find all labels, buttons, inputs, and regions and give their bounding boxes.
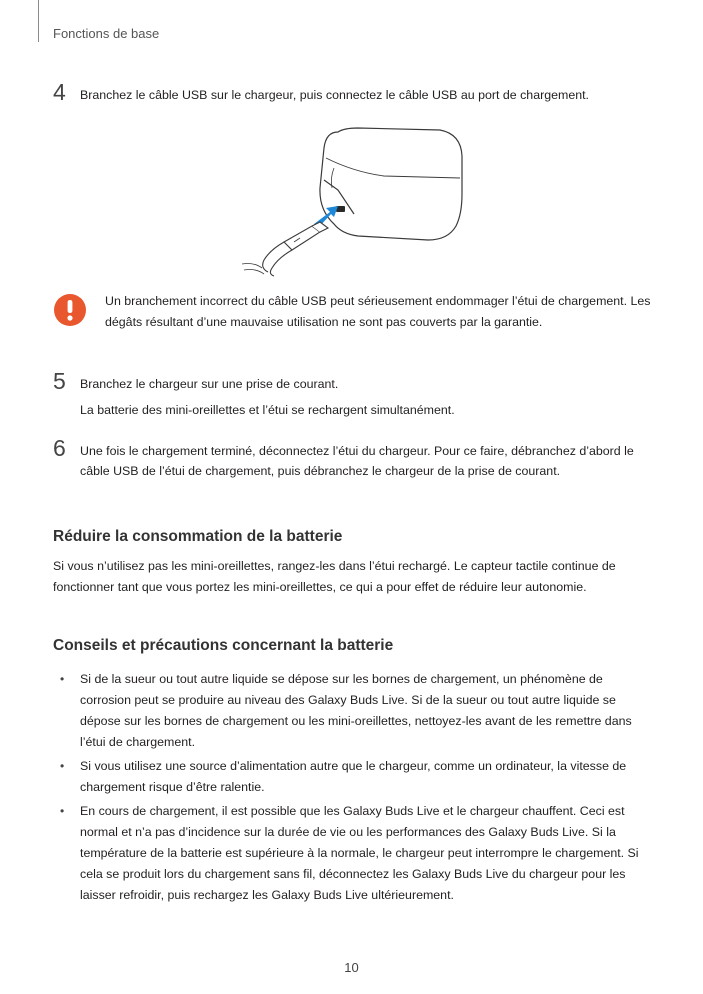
step-line: Branchez le chargeur sur une prise de courant. (80, 377, 339, 391)
step-number: 4 (53, 79, 66, 105)
step-4 (53, 79, 653, 105)
warning-icon (53, 293, 87, 327)
step-6 (53, 435, 653, 481)
warning-note (53, 291, 653, 333)
step-5 (53, 368, 653, 420)
usb-cable (242, 222, 328, 276)
section-body: Si vous n’utilisez pas les mini-oreillettes, rangez-les dans l’étui rechargé. Le capteur tactile continue de fonctionner tant que vous portez les mini-oreillettes, ce qui a pour effet de réduire leur autonomie. (53, 559, 616, 594)
bullet-text: Si vous utilisez une source d’alimentation autre que le chargeur, comme un ordinateur, la vitesse de chargement risque d’être ralentie. (80, 759, 627, 794)
charging-case-illustration (234, 118, 470, 278)
margin-rule (38, 0, 39, 42)
section-title: Réduire la consommation de la batterie (53, 528, 343, 545)
warning-text: Un branchement incorrect du câble USB peut sérieusement endommager l’étui de chargement. Les dégâts résultant d’une mauvaise utilisation ne sont pas couverts par la garantie. (105, 294, 651, 329)
step-number: 5 (53, 368, 66, 394)
bullet-icon: • (60, 759, 65, 773)
list-item (53, 669, 653, 753)
step-line: Une fois le chargement terminé, déconnectez l’étui du chargeur. Pour ce faire, débranchez d’abord le câble USB de l’étui de chargement, puis débranchez le chargeur de la prise de courant. (80, 444, 634, 478)
step-text (80, 374, 653, 420)
step-text (80, 85, 653, 105)
step-text (80, 441, 653, 481)
list-item (53, 801, 653, 906)
section-title: Conseils et précautions concernant la batterie (53, 637, 394, 654)
charging-case (320, 128, 462, 240)
step-line: La batterie des mini-oreillettes et l’étui se rechargent simultanément. (80, 403, 455, 417)
step-line: Branchez le câble USB sur le chargeur, puis connectez le câble USB au port de chargement. (80, 88, 589, 102)
bullet-text: En cours de chargement, il est possible que les Galaxy Buds Live et le chargeur chauffent. Ceci est normal et n’a pas d’incidence sur la durée de vie ou les performances des Galaxy Buds Live. Si la température de la batterie est supérieure à la normale, le chargeur peut interrompre le chargement. Si cela se produit lors du chargement sans fil, déconnectez les Galaxy Buds Live du chargeur pour les laisser refroidir, puis rechargez les Galaxy Buds Live ultérieurement. (80, 804, 639, 902)
bullet-text: Si de la sueur ou tout autre liquide se dépose sur les bornes de chargement, un phénomène de corrosion peut se produire au niveau des Galaxy Buds Live. Si de la sueur ou tout autre liquide se dépose sur les bornes de chargement ou les mini-oreillettes, nettoyez-les avant de les remettre dans l’étui de chargement. (80, 672, 632, 749)
bullet-icon: • (60, 672, 65, 686)
running-header: Fonctions de base (53, 26, 160, 41)
list-item (53, 756, 653, 798)
step-number: 6 (53, 435, 66, 461)
bullet-icon: • (60, 804, 65, 818)
bullet-list (53, 669, 653, 909)
page-number: 10 (344, 960, 359, 975)
